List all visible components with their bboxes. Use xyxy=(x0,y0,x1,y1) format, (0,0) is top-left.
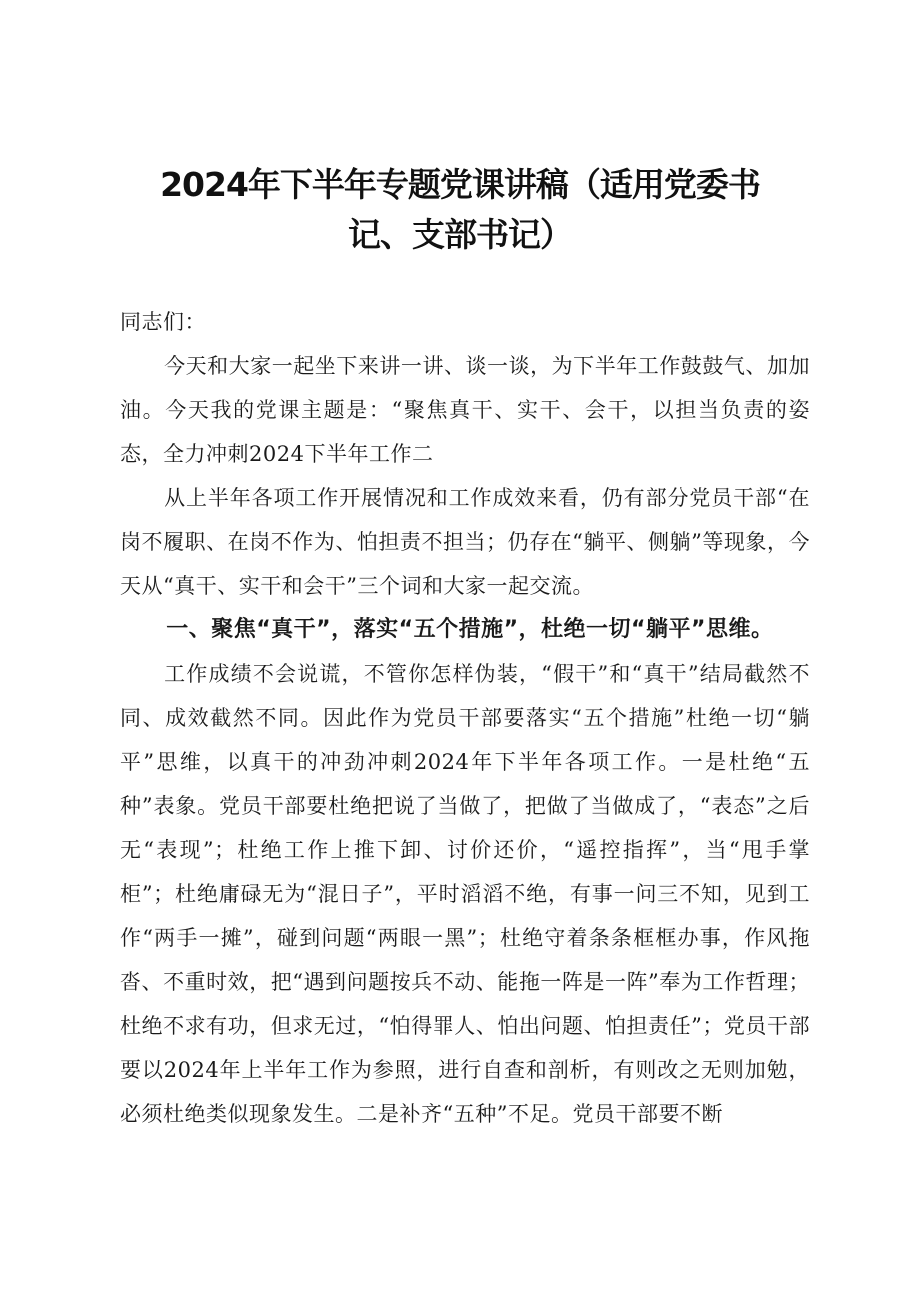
paragraph-section-1: 工作成绩不会说谎，不管你怎样伪装，“假干”和“真干”结局截然不同、成效截然不同。因此作为党员干部要落实“五个措施”杜绝一切“躺平”思维，以真干的冲劲冲刺2024年下半年各项工作。一是杜绝“五种”表象。党员干部要杜绝把说了当做了，把做了当做成了，“表态”之后无“表现”；杜绝工作上推下卸、讨价还价，“遥控指挥”，当“甩手掌柜”；杜绝庸碌无为“混日子”，平时滔滔不绝，有事一问三不知，见到工作“两手一摊”，碰到问题“两眼一黑”；杜绝守着条条框框办事，作风拖沓、不重时效，把“遇到问题按兵不动、能拖一阵是一阵”奉为工作哲理；杜绝不求有功，但求无过，“怕得罪人、怕出问题、怕担责任”；党员干部要以2024年上半年工作为参照，进行自查和剖析，有则改之无则加勉，必须杜绝类似现象发生。二是补齐“五种”不足。党员干部要不断 xyxy=(120,662,810,1126)
paragraph-context: 从上半年各项工作开展情况和工作成效来看，仍有部分党员干部“在岗不履职、在岗不作为、怕担责不担当；仍存在“躺平、侧躺”等现象，今天从“真干、实干和会干”三个词和大家一起交流。 xyxy=(120,486,810,598)
paragraph-intro: 今天和大家一起坐下来讲一讲、谈一谈，为下半年工作鼓鼓气、加加油。今天我的党课主题是：“聚焦真干、实干、会干，以担当负责的姿态，全力冲刺2024下半年工作二 xyxy=(120,354,810,466)
section-heading-1: 一、聚焦“真干”，落实“五个措施”，杜绝一切“躺平”思维。 xyxy=(166,617,774,642)
document-title xyxy=(0,160,920,260)
salutation: 同志们： xyxy=(120,310,206,334)
title-line-2: 记、支部书记） xyxy=(348,215,572,254)
title-line-1: 2024年下半年专题党课讲稿（适用党委书 xyxy=(160,165,760,204)
document-body xyxy=(120,300,810,1136)
